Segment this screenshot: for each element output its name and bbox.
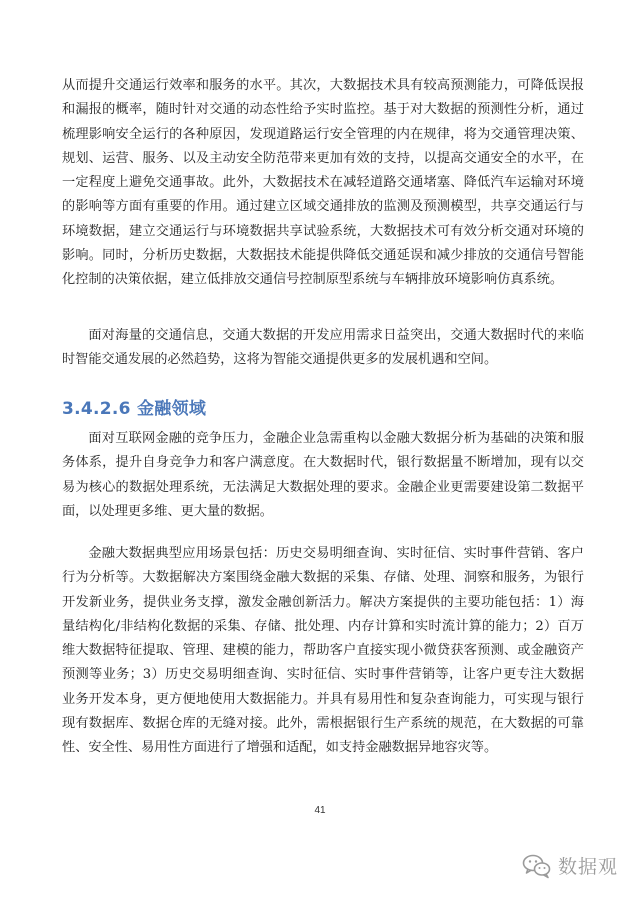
paragraph-traffic-continuation: 从而提升交通运行效率和服务的水平。其次，大数据技术具有较高预测能力，可降低误报和漏报的概率，随时针对交通的动态性给予实时监控。基于对大数据的预测性分析，通过梳理影响安全运行的各种原因，发现道路运行安全管理的内在规律，将为交通管理决策、规划、运营、服务、以及主动安全防范带来更加有效的支持，以提高交通安全的水平，在一定程度上避免交通事故。此外，大数据技术在减轻道路交通堵塞、降低汽车运输对环境的影响等方面有重要的作用。通过建立区域交通排放的监测及预测模型，共享交通运行与环境数据，建立交通运行与环境数据共享试验系统，大数据技术可有效分析交通对环境的影响。同时，分析历史数据，大数据技术能提供降低交通延误和减少排放的交通信号智能化控制的决策依据，建立低排放交通信号控制原型系统与车辆排放环境影响仿真系统。 — [62, 78, 584, 288]
page-number: 41 — [314, 805, 326, 816]
watermark — [522, 852, 618, 879]
wechat-icon — [522, 853, 552, 879]
paragraph-finance-scenarios: 金融大数据典型应用场景包括：历史交易明细查询、实时征信、实时事件营销、客户行为分析等。大数据解决方案围绕金融大数据的采集、存储、处理、洞察和服务，为银行开发新业务，提供业务支撑，激发金融创新活力。解决方案提供的主要功能包括：1）海量结构化/非结构化数据的采集、存储、批处理、内存计算和实时流计算的能力；2）百万维大数据特征提取、管理、建模的能力，帮助客户直接实现小微贷获客预测、或金融资产预测等业务；3）历史交易明细查询、实时征信、实时事件营销等，让客户更专注大数据业务开发本身，更方便地使用大数据能力。并具有易用性和复杂查询能力，可实现与银行现有数据库、数据仓库的无缝对接。此外，需根据银行生产系统的规范，在大数据的可靠性、安全性、易用性方面进行了增强和适配，如支持金融数据异地容灾等。 — [62, 546, 584, 756]
paragraph-finance-intro: 面对互联网金融的竞争压力，金融企业急需重构以金融大数据分析为基础的决策和服务体系，提升自身竞争力和客户满意度。在大数据时代，银行数据量不断增加，现有以交易为核心的数据处理系统，无法满足大数据处理的要求。金融企业更需要建设第二数据平面，以处理更多维、更大量的数据。 — [62, 431, 584, 519]
paragraph-traffic-conclusion: 面对海量的交通信息，交通大数据的开发应用需求日益突出，交通大数据时代的来临时智能交通发展的必然趋势，这将为智能交通提供更多的发展机遇和空间。 — [62, 328, 584, 368]
section-heading: 3.4.2.6 金融领域 — [62, 399, 207, 419]
watermark-text: 数据观 — [557, 856, 618, 878]
